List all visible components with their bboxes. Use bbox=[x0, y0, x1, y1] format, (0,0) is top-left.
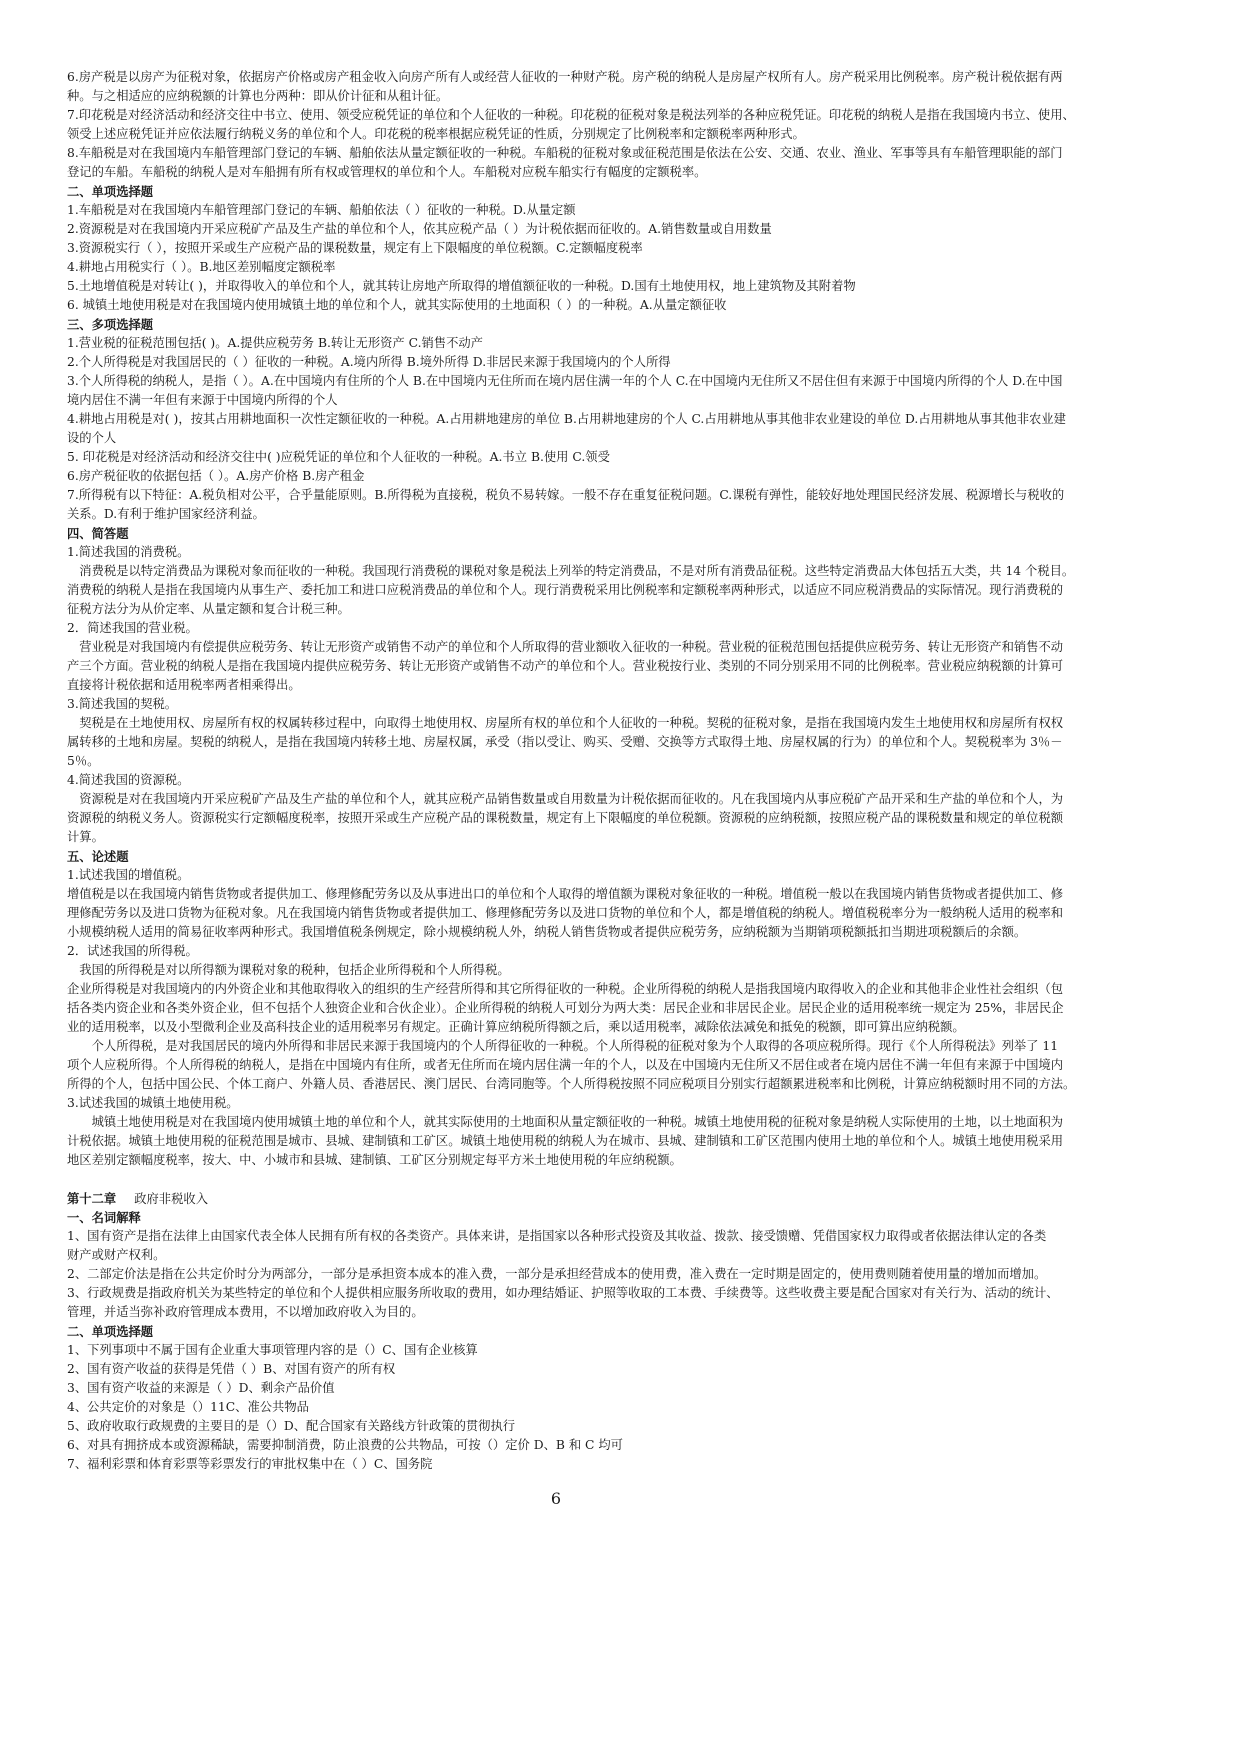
text-line: 5、政府收取行政规费的主要目的是（）D、配合国家有关路线方针政策的贯彻执行 bbox=[67, 1419, 516, 1433]
paragraph bbox=[67, 334, 1045, 353]
paragraph bbox=[67, 220, 1045, 239]
text-line: 4、公共定价的对象是（）11C、准公共物品 bbox=[67, 1400, 309, 1414]
text-line: 登记的车船。车船税的纳税人是对车船拥有所有权或管理权的单位和个人。车船税对应税车船实行有幅度的定额税率。 bbox=[67, 165, 707, 179]
text-line: 5.土地增值税是对转让( )，并取得收入的单位和个人，就其转让房地产所取得的增值额征收的一种税。D.国有土地使用权，地上建筑物及其附着物 bbox=[67, 279, 856, 293]
document-body bbox=[67, 68, 1076, 1474]
text-line: 4.简述我国的资源税。 bbox=[67, 773, 190, 787]
section-heading: 三、多项选择题 bbox=[67, 317, 154, 332]
text-line: 2.资源税是对在我国境内开采应税矿产品及生产盐的单位和个人，依其应税产品（ ）为计税依据而征收的。A.销售数量或自用数量 bbox=[67, 222, 772, 236]
text-line: 直接将计税依据和适用税率两者相乘得出。 bbox=[67, 678, 301, 692]
paragraph bbox=[67, 771, 1045, 790]
text-line: 2.个人所得税是对我国居民的（ ）征收的一种税。A.境内所得 B.境外所得 D.非居民来源于我国境内的个人所得 bbox=[67, 355, 671, 369]
text-line: 2、国有资产收益的获得是凭借（ ）B、对国有资产的所有权 bbox=[67, 1362, 396, 1376]
text-line: 2．简述我国的营业税。 bbox=[67, 621, 198, 635]
paragraph bbox=[67, 1113, 1064, 1170]
text-line: 2、二部定价法是指在公共定价时分为两部分，一部分是承担资本成本的准入费，一部分是承担经营成本的使用费，准入费在一定时期是固定的，使用费则随着使用量的增加而增加。 bbox=[67, 1267, 1047, 1281]
text-line: 所得的个人，包括中国公民、个体工商户、外籍人员、香港居民、澳门居民、台湾同胞等。个人所得税按照不同应税项目分别实行超额累进税率和比例税，计算应纳税额时用不同的方法。 bbox=[67, 1077, 1076, 1091]
text-line: 增值税是以在我国境内销售货物或者提供加工、修理修配劳务以及从事进出口的单位和个人取得的增值额为课税对象征收的一种税。增值税一般以在我国境内销售货物或者提供加工、修 bbox=[67, 887, 1064, 901]
paragraph bbox=[67, 353, 1045, 372]
text-line: 管理，并适当弥补政府管理成本费用，不以增加政府收入为目的。 bbox=[67, 1305, 424, 1319]
chapter-title: 政府非税收入 bbox=[134, 1192, 208, 1206]
text-line: 3.试述我国的城镇土地使用税。 bbox=[67, 1096, 239, 1110]
paragraph bbox=[67, 68, 1063, 106]
text-line: 种。与之相适应的应纳税额的计算也分两种：即从价计征和从租计征。 bbox=[67, 89, 449, 103]
text-line: 计算。 bbox=[67, 830, 104, 844]
text-line: 7、福利彩票和体育彩票等彩票发行的审批权集中在（ ）C、国务院 bbox=[67, 1457, 433, 1471]
paragraph bbox=[67, 1417, 1045, 1436]
paragraph bbox=[67, 277, 1045, 296]
text-line: 3、行政规费是指政府机关为某些特定的单位和个人提供相应服务所收取的费用，如办理结婚证、护照等收取的工本费、手续费等。这些收费主要是配合国家对有关行为、活动的统计、 bbox=[67, 1286, 1059, 1300]
paragraph bbox=[67, 562, 1075, 619]
text-line: 消费税是以特定消费品为课税对象而征收的一种税。我国现行消费税的课税对象是税法上列举的特定消费品，不是对所有消费品征税。这些特定消费品大体包括五大类，共 14 个税目。 bbox=[67, 564, 1075, 578]
section-heading: 五、论述题 bbox=[67, 849, 129, 864]
text-line: 营业税是对我国境内有偿提供应税劳务、转让无形资产或销售不动产的单位和个人所取得的营业额收入征收的一种税。营业税的征税范围包括提供应税劳务、转让无形资产和销售不动 bbox=[67, 640, 1064, 654]
text-line: 财产或财产权利。 bbox=[67, 1248, 166, 1262]
text-line: 6.房产税是以房产为征税对象，依据房产价格或房产租金收入向房产所有人或经营人征收的一种财产税。房产税的纳税人是房屋产权所有人。房产税采用比例税率。房产税计税依据有两 bbox=[67, 70, 1063, 84]
text-line: 属转移的土地和房屋。契税的纳税人，是指在我国境内转移土地、房屋权属，承受（指以受让、购买、受赠、交换等方式取得土地、房屋权属的行为）的单位和个人。契税税率为 3％－ bbox=[67, 735, 1063, 749]
text-line: 括各类内资企业和各类外资企业，但不包括个人独资企业和合伙企业）。企业所得税的纳税人可划分为两大类：居民企业和非居民企业。居民企业的适用税率统一规定为 25%，非居民企 bbox=[67, 1001, 1064, 1015]
text-line: 契税是在土地使用权、房屋所有权的权属转移过程中，向取得土地使用权、房屋所有权的单位和个人征收的一种税。契税的征税对象，是指在我国境内发生土地使用权和房屋所有权权 bbox=[67, 716, 1064, 730]
text-line: 1.简述我国的消费税。 bbox=[67, 545, 190, 559]
text-line: 项个人应税所得。个人所得税的纳税人，是指在中国境内有住所，或者无住所而在境内居住满一年的个人，以及在中国境内无住所又不居住或者在境内居住不满一年但有来源于中国境内 bbox=[67, 1058, 1064, 1072]
text-line: 征税方法分为从价定率、从量定额和复合计税三种。 bbox=[67, 602, 350, 616]
text-line: 1.营业税的征税范围包括( )。A.提供应税劳务 B.转让无形资产 C.销售不动产 bbox=[67, 336, 483, 350]
paragraph bbox=[67, 885, 1064, 942]
section-heading: 二、单项选择题 bbox=[67, 1324, 154, 1339]
text-line: 3.简述我国的契税。 bbox=[67, 697, 178, 711]
text-line: 计税依据。城镇土地使用税的征税范围是城市、县城、建制镇和工矿区。城镇土地使用税的纳税人为在城市、县城、建制镇和工矿区范围内使用土地的单位和个人。城镇土地使用税采用 bbox=[67, 1134, 1064, 1148]
text-line: 消费税的纳税人是指在我国境内从事生产、委托加工和进口应税消费品的单位和个人。现行消费税采用比例税率和定额税率两种形式，以适应不同应税消费品的实际情况。现行消费税的 bbox=[67, 583, 1064, 597]
paragraph bbox=[67, 296, 1045, 315]
text-line: 6.房产税征收的依据包括（ ）。A.房产价格 B.房产租金 bbox=[67, 469, 365, 483]
paragraph bbox=[67, 1360, 1045, 1379]
paragraph bbox=[67, 372, 1063, 410]
text-line: 3.资源税实行（ ），按照开采或生产应税产品的课税数量，规定有上下限幅度的单位税额。C.定额幅度税率 bbox=[67, 241, 643, 255]
text-line: 资源税的纳税义务人。资源税实行定额幅度税率，按照开采或生产应税产品的课税数量，规定有上下限幅度的单位税额。资源税的应纳税额，按照应税产品的课税数量和规定的单位税额 bbox=[67, 811, 1064, 825]
paragraph bbox=[67, 1379, 1045, 1398]
paragraph bbox=[67, 1341, 1045, 1360]
text-line: 6、对具有拥挤成本或资源稀缺，需要抑制消费，防止浪费的公共物品，可按（）定价 D、B 和 C 均可 bbox=[67, 1438, 623, 1452]
paragraph bbox=[67, 543, 1045, 562]
paragraph bbox=[67, 1455, 1045, 1474]
paragraph bbox=[67, 106, 1075, 144]
paragraph bbox=[67, 638, 1064, 695]
text-line: 1、国有资产是指在法律上由国家代表全体人民拥有所有权的各类资产。具体来讲，是指国家以各种形式投资及其收益、拨款、接受馈赠、凭借国家权力取得或者依据法律认定的各类 bbox=[67, 1229, 1047, 1243]
chapter-number: 第十二章 bbox=[67, 1191, 117, 1206]
paragraph bbox=[67, 961, 1045, 980]
paragraph bbox=[67, 619, 1045, 638]
paragraph bbox=[67, 1436, 1045, 1455]
text-line: 领受上述应税凭证并应依法履行纳税义务的单位和个人。印花税的税率根据应税凭证的性质，分别规定了比例税率和定额税率两种形式。 bbox=[67, 127, 805, 141]
text-line: 7.所得税有以下特征：A.税负相对公平，合乎量能原则。B.所得税为直接税，税负不易转嫁。一般不存在重复征税问题。C.课税有弹性，能较好地处理国民经济发展、税源增长与税收的 bbox=[67, 488, 1065, 502]
text-line: 关系。D.有利于维护国家经济利益。 bbox=[67, 507, 265, 521]
text-line: 理修配劳务以及进口货物为征税对象。凡在我国境内销售货物或者提供加工、修理修配劳务以及进口货物的单位和个人，都是增值税的纳税人。增值税税率分为一般纳税人适用的税率和 bbox=[67, 906, 1064, 920]
text-line: 1、下列事项中不属于国有企业重大事项管理内容的是（）C、国有企业核算 bbox=[67, 1343, 478, 1357]
text-line: 7.印花税是对经济活动和经济交往中书立、使用、领受应税凭证的单位和个人征收的一种税。印花税的征税对象是税法列举的各种应税凭证。印花税的纳税人是指在我国境内书立、使用、 bbox=[67, 108, 1075, 122]
paragraph bbox=[67, 448, 1045, 467]
paragraph bbox=[67, 1094, 1045, 1113]
text-line: 1.试述我国的增值税。 bbox=[67, 868, 190, 882]
text-line: 3.个人所得税的纳税人，是指（ ）。A.在中国境内有住所的个人 B.在中国境内无住所而在境内居住满一年的个人 C.在中国境内无住所又不居住但有来源于中国境内所得的个人 D.在中国 bbox=[67, 374, 1063, 388]
text-line: 2．试述我国的所得税。 bbox=[67, 944, 198, 958]
paragraph bbox=[67, 1265, 1045, 1284]
section-heading: 一、名词解释 bbox=[67, 1210, 141, 1225]
paragraph bbox=[67, 1227, 1045, 1265]
text-line: 我国的所得税是对以所得额为课税对象的税种，包括企业所得税和个人所得税。 bbox=[67, 963, 510, 977]
paragraph bbox=[67, 467, 1045, 486]
text-line: 6. 城镇土地使用税是对在我国境内使用城镇土地的单位和个人，就其实际使用的土地面积（ ）的一种税。A.从量定额征收 bbox=[67, 298, 727, 312]
paragraph bbox=[67, 144, 1063, 182]
paragraph bbox=[67, 486, 1065, 524]
page-number: 6 bbox=[550, 1489, 562, 1508]
text-line: 设的个人 bbox=[67, 431, 117, 445]
text-line: 境内居住不满一年但有来源于中国境内所得的个人 bbox=[67, 393, 338, 407]
text-line: 8.车船税是对在我国境内车船管理部门登记的车辆、船舶依法从量定额征收的一种税。车船税的征税对象或征税范围是依法在公安、交通、农业、渔业、军事等具有车船管理职能的部门 bbox=[67, 146, 1063, 160]
text-line: 资源税是对在我国境内开采应税矿产品及生产盐的单位和个人，就其应税产品销售数量或自用数量为计税依据而征收的。凡在我国境内从事应税矿产品开采和生产盐的单位和个人，为 bbox=[67, 792, 1064, 806]
text-line: 个人所得税，是对我国居民的境内外所得和非居民来源于我国境内的个人所得征收的一种税。个人所得税的征税对象为个人取得的各项应税所得。现行《个人所得税法》列举了 11 bbox=[67, 1039, 1059, 1053]
paragraph bbox=[67, 942, 1045, 961]
text-line: 城镇土地使用税是对在我国境内使用城镇土地的单位和个人，就其实际使用的土地面积从量定额征收的一种税。城镇土地使用税的征税对象是纳税人实际使用的土地，以土地面积为 bbox=[67, 1115, 1064, 1129]
text-line: 4.耕地占用税实行（ ）。B.地区差别幅度定额税率 bbox=[67, 260, 336, 274]
text-line: 3、国有资产收益的来源是（ ）D、剩余产品价值 bbox=[67, 1381, 335, 1395]
text-line: 小规模纳税人适用的简易征收率两种形式。我国增值税条例规定，除小规模纳税人外，纳税人销售货物或者提供应税劳务，应纳税额为当期销项税额抵扣当期进项税额后的余额。 bbox=[67, 925, 1027, 939]
text-line: 4.耕地占用税是对( )，按其占用耕地面积一次性定额征收的一种税。A.占用耕地建房的单位 B.占用耕地建房的个人 C.占用耕地从事其他非农业建设的单位 D.占用耕地从事其他非农业建 bbox=[67, 412, 1066, 426]
paragraph bbox=[67, 714, 1064, 771]
paragraph bbox=[67, 239, 1045, 258]
paragraph bbox=[67, 258, 1045, 277]
text-line: 地区差别定额幅度税率，按大、中、小城市和县城、建制镇、工矿区分别规定每平方米土地使用税的年应纳税额。 bbox=[67, 1153, 682, 1167]
chapter-heading bbox=[67, 1189, 1045, 1208]
text-line: 1.车船税是对在我国境内车船管理部门登记的车辆、船舶依法（ ）征收的一种税。D.从量定额 bbox=[67, 203, 576, 217]
paragraph bbox=[67, 1037, 1076, 1094]
paragraph bbox=[67, 201, 1045, 220]
text-line: 5. 印花税是对经济活动和经济交往中( )应税凭证的单位和个人征收的一种税。A.书立 B.使用 C.领受 bbox=[67, 450, 610, 464]
section-heading: 四、简答题 bbox=[67, 526, 129, 541]
paragraph bbox=[67, 1398, 1045, 1417]
section-heading: 二、单项选择题 bbox=[67, 184, 154, 199]
text-line: 业的适用税率，以及小型微利企业及高科技企业的适用税率另有规定。正确计算应纳税所得额之后，乘以适用税率，减除依法减免和抵免的税额，即可算出应纳税额。 bbox=[67, 1020, 965, 1034]
paragraph bbox=[67, 866, 1045, 885]
text-line: 5％。 bbox=[67, 754, 100, 768]
paragraph bbox=[67, 410, 1066, 448]
paragraph bbox=[67, 980, 1064, 1037]
text-line: 产三个方面。营业税的纳税人是指在我国境内提供应税劳务、转让无形资产或销售不动产的单位和个人。营业税按行业、类别的不同分别采用不同的比例税率。营业税应纳税额的计算可 bbox=[67, 659, 1064, 673]
paragraph bbox=[67, 695, 1045, 714]
paragraph bbox=[67, 790, 1064, 847]
paragraph bbox=[67, 1284, 1059, 1322]
text-line: 企业所得税是对我国境内的内外资企业和其他取得收入的组织的生产经营所得和其它所得征收的一种税。企业所得税的纳税人是指我国境内取得收入的企业和其他非企业性社会组织（包 bbox=[67, 982, 1064, 996]
